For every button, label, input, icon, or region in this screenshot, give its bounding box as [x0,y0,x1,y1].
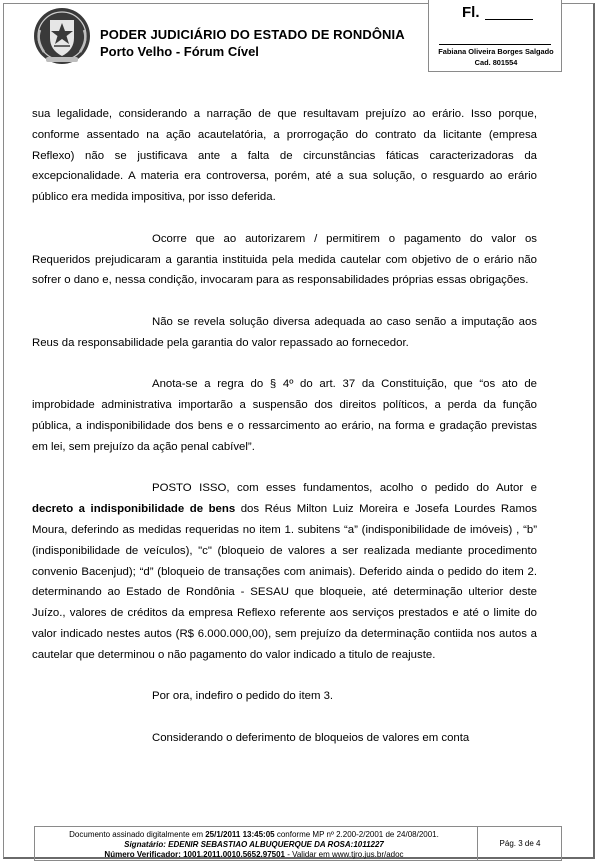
footer-verifier-line [39,850,469,860]
folio-label: Fl. [462,4,480,21]
paragraph-decision [32,478,537,665]
footer-signed-line: Documento assinado digitalmente em 25/1/2011 13:45:05 conforme MP nº 2.200-2/2001 de 24/08/2001. [69,830,439,839]
signature-footer [34,826,562,861]
folio-signer-name: Fabiana Oliveira Borges Salgado [438,47,554,56]
coat-of-arms-seal-icon [32,6,92,68]
document-body [32,104,537,749]
folio-stamp-box [428,0,562,72]
footer-signed-datetime: 25/1/2011 13:45:05 [205,830,275,839]
decision-bold-text: decreto a indisponibilidade de bens [32,503,236,516]
paragraph-responsibility: Não se revela solução diversa adequada ao caso senão a imputação aos Reus da responsabilidade pela garantia do valor repassado ao fornecedor. [32,315,537,349]
footer-signature-info [39,830,469,860]
paragraph-legality: sua legalidade, considerando a narração de que resultavam prejuízo ao erário. Isso porque, conforme assentado na ação acautelatória, a prorrogação do contrato da licitante (empresa Reflexo) não se justificava ante a falta de circunstâncias fáticas caracterizadoras da excepcionalidade. A materia era controversa, porém, até a sua solução, o resguardo ao erário público era medida impositiva, por isso deferida. [32,108,537,204]
footer-validate-link[interactable]: - Validar em www.tjro.jus.br/adoc [285,850,404,859]
folio-number-blank [485,19,533,20]
page-number: Pág. 3 de 4 [477,827,562,860]
paragraph-item3: Por ora, indefiro o pedido do item 3. [152,690,334,703]
decision-rest: dos Réus Milton Luiz Moreira e Josefa Lourdes Ramos Moura, deferindo as medidas requeridas no item 1. subitens “a” (indisponibilidade de imóveis) , “b” (indisponibilidade de veículos), "c" (bloqueio de valores a ser realizada mediante procedimento convenio Bacenjud); “d” (bloqueio de transações com animais). Deferido ainda o pedido do item 2. determinando ao Estado de Rondônia - SESAU que bloqueie, até determinação ulterior deste Juízo., valores de créditos da empresa Reflexo referente aos serviços prestados e até o limite do valor indicado nestes autos (R$ 6.000.000,00), sem prejuízo da determinação contiida nos autos a cautelar que determinou o não pagamento do valor indicado a titulo de reajuste. [32,503,537,661]
folio-registration: Cad. 801554 [474,58,518,67]
court-title: PODER JUDICIÁRIO DO ESTADO DE RONDÔNIA [100,27,405,42]
paragraph-constitution: Anota-se a regra do § 4º do art. 37 da Constituição, que “os ato de improbidade administrativa importarão a suspensão dos direitos políticos, a perda da função pública, a indisponibilidade dos bens e o ressarcimento ao erário, na forma e gradação previstas em lei, sem prejuízo da ação penal cabível”. [32,378,537,453]
paragraph-payment: Ocorre que ao autorizarem / permitirem o pagamento do valor os Requeridos prejudicaram a garantia instituida pela medida cautelar com objetivo de o erário não sofrer o dano e, nessa condição, invocaram para as responsabilidades próprias essas obrigações. [32,232,537,287]
paragraph-considering: Considerando o deferimento de bloqueios de valores em conta [152,731,470,744]
footer-verifier-number: Número Verificador: 1001.2011.0010.5652.97501 [104,850,285,859]
folio-signature-line [439,44,551,45]
footer-signatory: Signatário: EDENIR SEBASTIAO ALBUQUERQUE DA ROSA:1011227 [124,840,384,849]
decision-intro: POSTO ISSO, com esses fundamentos, acolho o pedido do Autor e [152,482,537,495]
court-subtitle: Porto Velho - Fórum Cível [100,44,259,59]
